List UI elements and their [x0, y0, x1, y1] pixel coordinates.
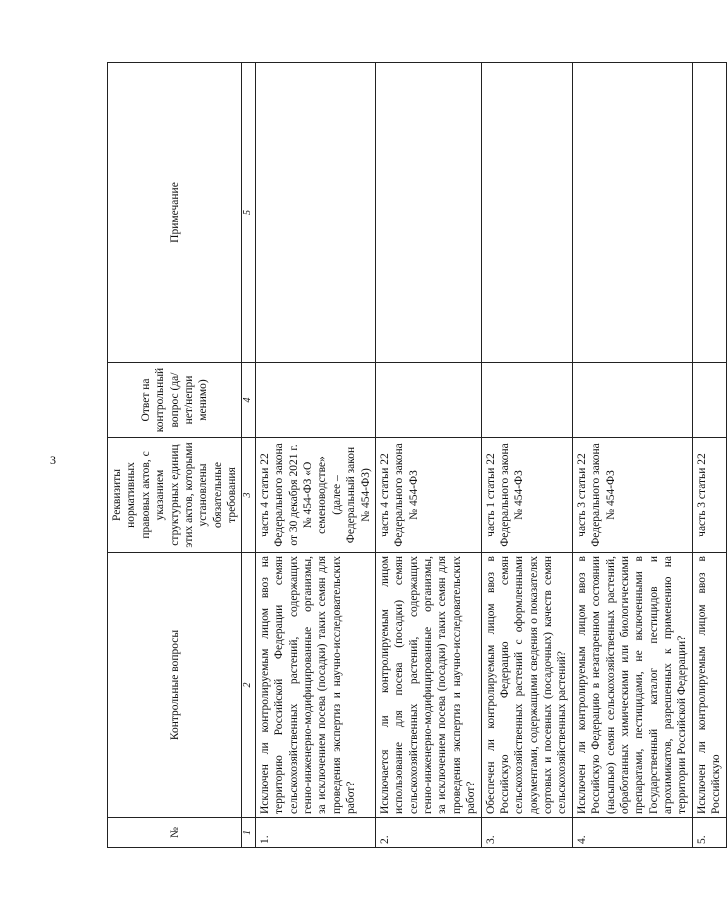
table-row — [255, 63, 375, 848]
row-reference: часть 4 статьи 22 Федерального закона № 454-ФЗ — [375, 438, 481, 553]
row-reference: часть 1 статьи 22 Федерального закона № 454-ФЗ — [481, 438, 572, 553]
row-answer[interactable] — [481, 363, 572, 438]
column-number: 3 — [242, 438, 256, 553]
row-question: Исключен ли контролируемым лицом ввоз в Российскую — [692, 553, 726, 818]
row-reference: часть 3 статьи 22 Федерального закона № 454-ФЗ — [572, 438, 692, 553]
page-number: 3 — [50, 453, 56, 467]
row-note[interactable] — [692, 63, 726, 363]
row-question: Исключен ли контролируемым лицом ввоз в Российскую Федерацию в незатаренном состоянии (насыпью) семян сельскохозяйственных растений, обработанных химическими или биологическими препаратами, пестицидами, не включенными в Государственный каталог пестицидов и агрохимикатов, разрешенных к применению на территории Российской Федерации? — [572, 553, 692, 818]
header-note: Примечание — [108, 63, 242, 363]
checklist-table — [107, 62, 727, 848]
row-answer[interactable] — [375, 363, 481, 438]
row-answer[interactable] — [572, 363, 692, 438]
row-number: 4. — [572, 818, 692, 848]
header-no: № — [108, 818, 242, 848]
rotated-page — [107, 63, 723, 848]
table-row — [692, 63, 726, 848]
row-number: 2. — [375, 818, 481, 848]
table-row — [481, 63, 572, 848]
table-row — [375, 63, 481, 848]
row-number: 3. — [481, 818, 572, 848]
column-number: 4 — [242, 363, 256, 438]
header-question: Контрольные вопросы — [108, 553, 242, 818]
table-row — [572, 63, 692, 848]
row-note[interactable] — [572, 63, 692, 363]
row-note[interactable] — [375, 63, 481, 363]
row-answer[interactable] — [692, 363, 726, 438]
column-number: 1 — [242, 818, 256, 848]
row-question: Исключается ли контролируемым лицом использование для посева (посадки) семян сельскохозяйственных растений, содержащих генно-инженерно-модифицированные организмы, за исключением посева (посадки) таких семян для проведения экспертиз и научно-исследовательских работ? — [375, 553, 481, 818]
row-reference: часть 3 статьи 22 — [692, 438, 726, 553]
row-question: Обеспечен ли контролируемым лицом ввоз в Российскую Федерацию семян сельскохозяйственных растений с оформленными документами, содержащими сведения о показателях сортовых и посевных (посадочных) качеств семян сельскохозяйственных растений? — [481, 553, 572, 818]
row-note[interactable] — [255, 63, 375, 363]
column-number: 5 — [242, 63, 256, 363]
header-references: Реквизиты нормативных правовых актов, с указанием структурных единиц этих актов, которыми установлены обязательные требования — [108, 438, 242, 553]
row-answer[interactable] — [255, 363, 375, 438]
row-number: 5. — [692, 818, 726, 848]
header-row — [108, 63, 242, 848]
row-note[interactable] — [481, 63, 572, 363]
row-reference: часть 4 статьи 22 Федерального закона от 30 декабря 2021 г. № 454-ФЗ «О семеноводстве» (далее – Федеральный закон № 454-ФЗ) — [255, 438, 375, 553]
row-question: Исключен ли контролируемым лицом ввоз на территорию Российской Федерации семян сельскохозяйственных растений, содержащих генно-инженерно-модифицированные организмы, за исключением посева (посадки) таких семян для проведения экспертиз и научно-исследовательских работ? — [255, 553, 375, 818]
header-answer: Ответ на контрольный вопрос (да/нет/непри менимо) — [108, 363, 242, 438]
column-number-row — [242, 63, 256, 848]
row-number: 1. — [255, 818, 375, 848]
column-number: 2 — [242, 553, 256, 818]
